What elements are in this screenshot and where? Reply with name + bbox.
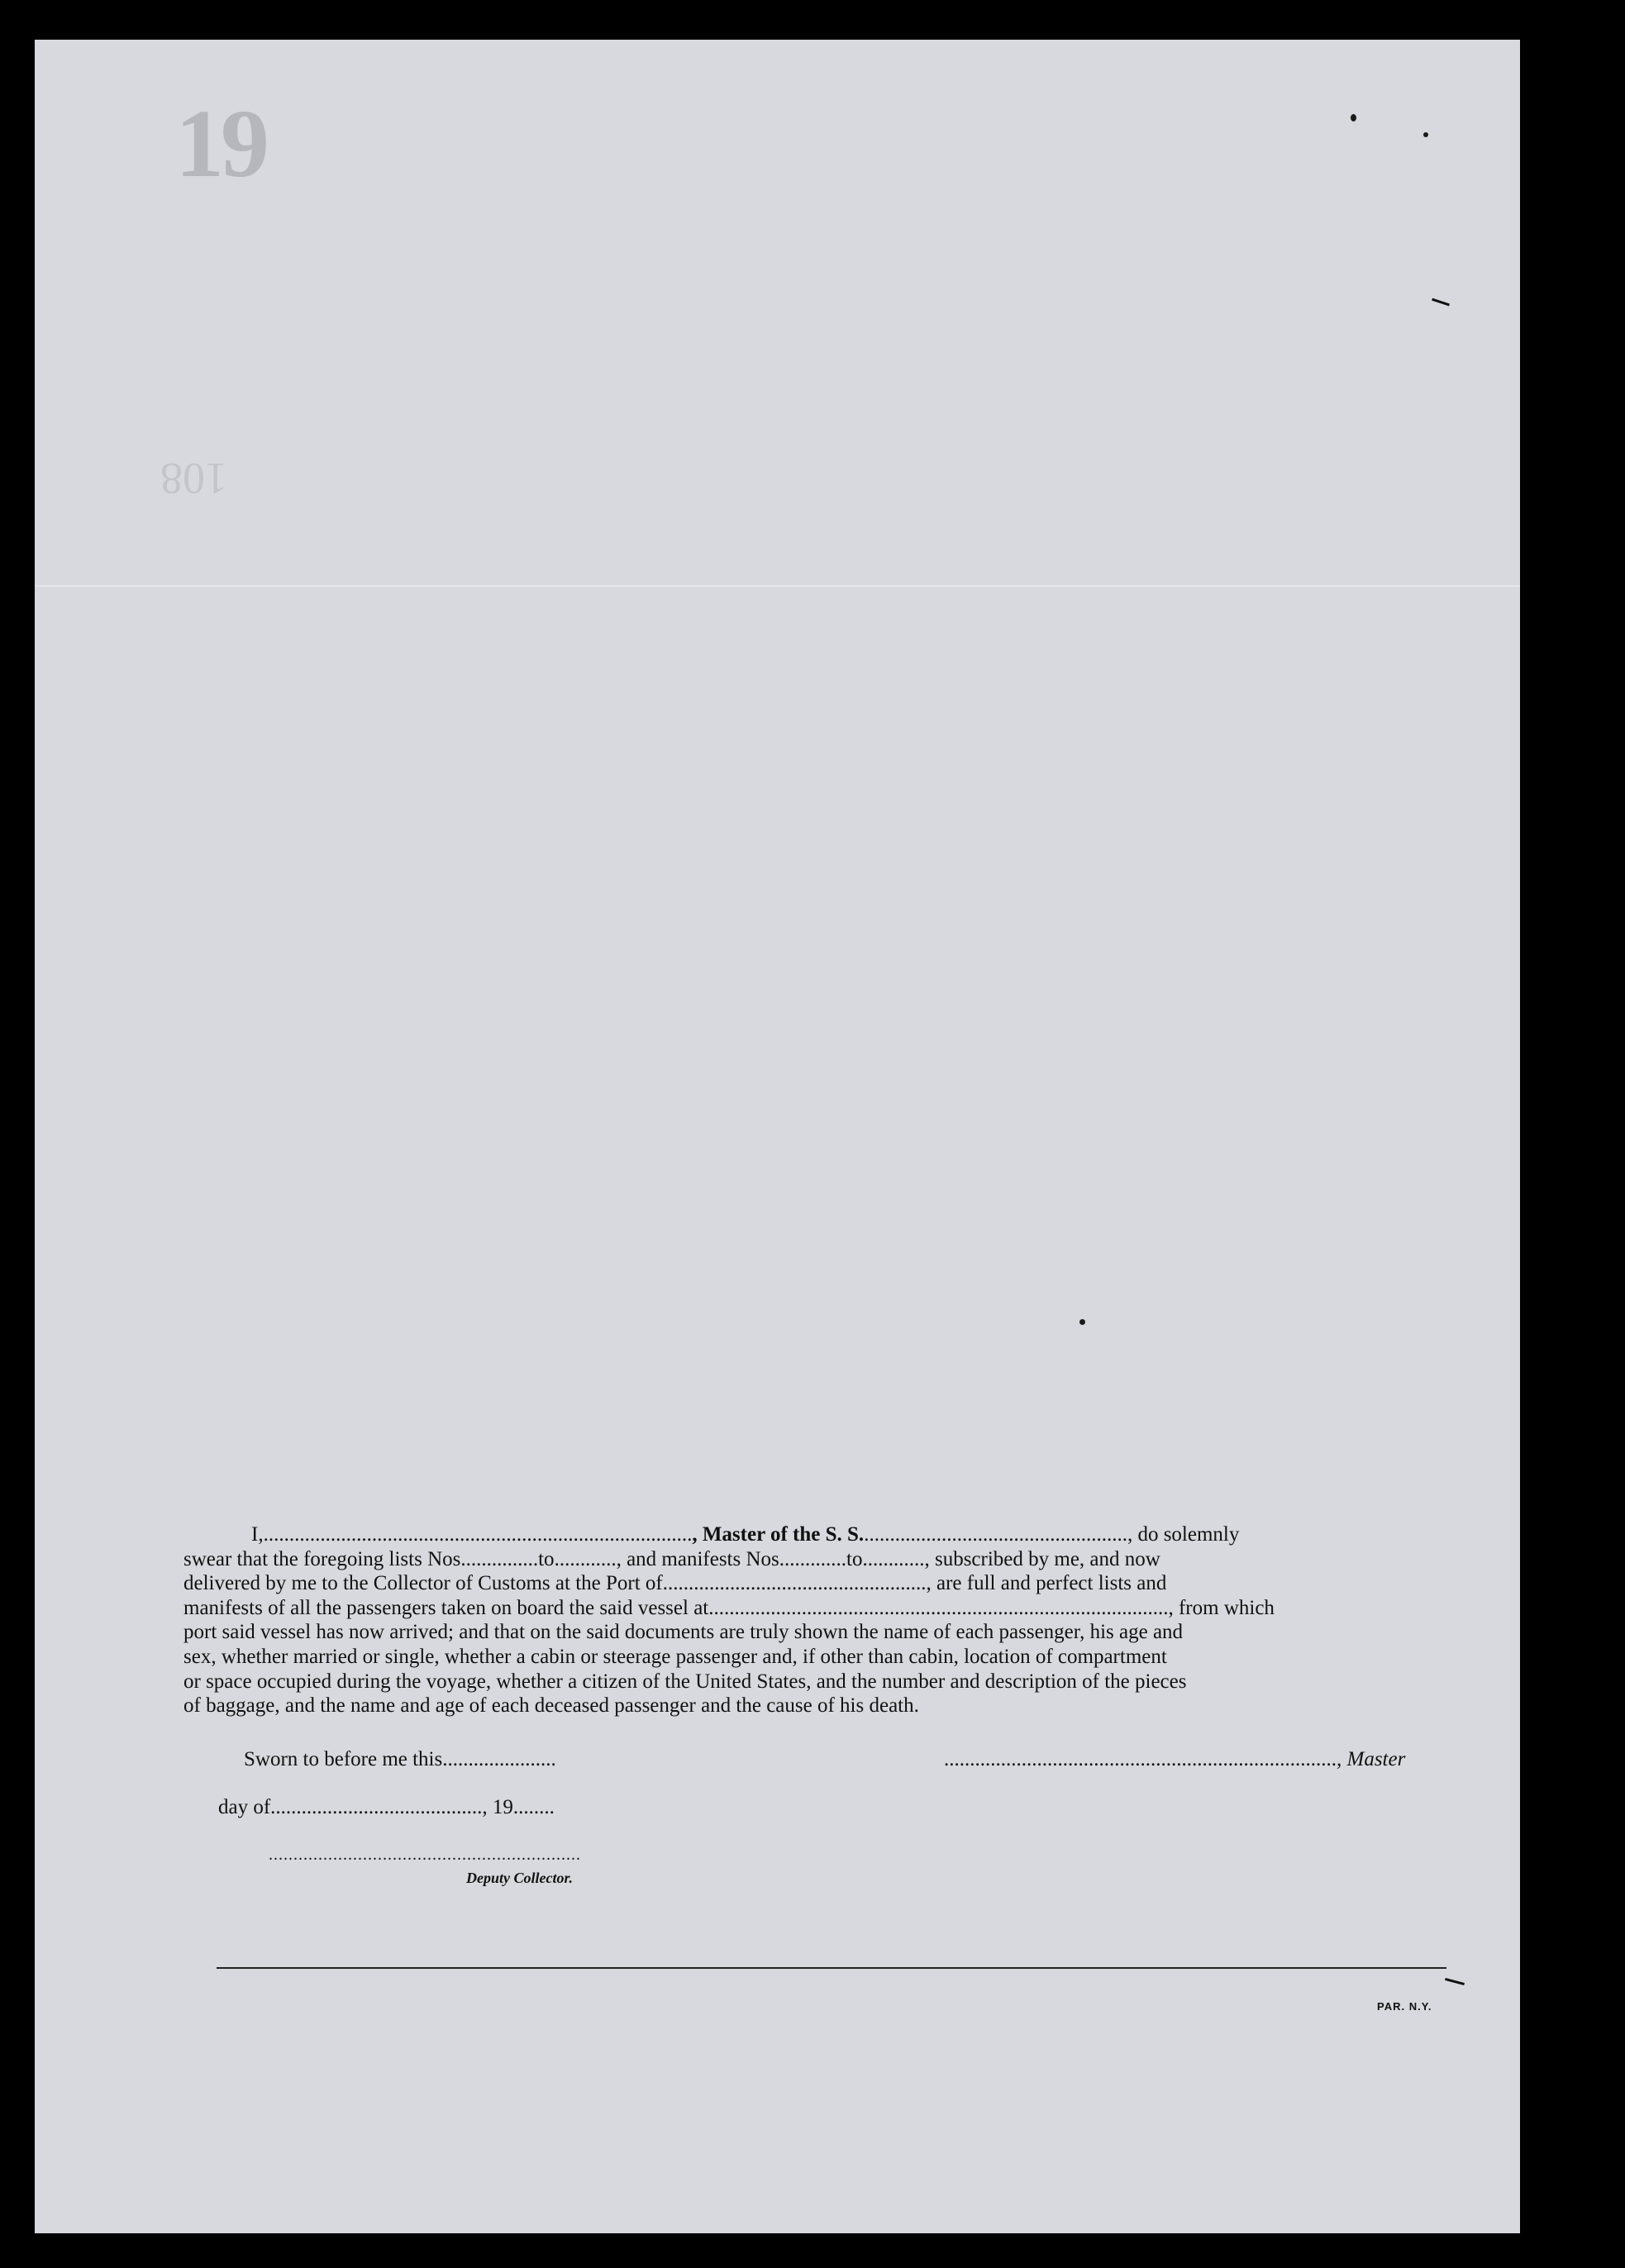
ink-speck <box>1079 1319 1085 1325</box>
bleed-through-number: 108 <box>160 454 227 503</box>
document-page <box>35 40 1520 2233</box>
ink-speck <box>1423 132 1428 137</box>
ink-mark <box>1445 1978 1465 1985</box>
sworn-statement: Sworn to before me this...................... <box>244 1748 556 1770</box>
oath-paragraph: I,..................................................................................., Master of the S. S...................................................., do solemnly swear that the foregoing lists Nos...............to............, and manifests Nos.............to............, subscribed by me, and now delivered by me to the Collector of Customs at the Port of..................................................., are full and perfect lists and manifests of all the passengers taken on board the said vessel at........................................................................................., from which port said vessel has now arrived; and that on the said documents are truly shown the name of each passenger, his age and sex, whether married or single, whether a cabin or steerage passenger and, if other than cabin, location of compartment or space occupied during the voyage, whether a citizen of the United States, and the number and description of the pieces of baggage, and the name and age of each deceased passenger and the cause of his death. <box>183 1523 1275 1718</box>
fold-line <box>35 585 1520 587</box>
horizontal-rule <box>217 1967 1446 1969</box>
ink-mark <box>1432 298 1450 307</box>
date-line: day of........................................., 19........ <box>218 1796 555 1818</box>
page-stamp-number: 19 <box>175 89 266 198</box>
master-signature-line: ............................................................................, Master <box>944 1748 1406 1770</box>
collector-signature-line: ............................................................... <box>269 1846 581 1864</box>
ink-speck <box>1351 114 1356 122</box>
collector-label: Deputy Collector. <box>466 1870 573 1886</box>
printer-mark: PAR. N.Y. <box>1377 2000 1432 2013</box>
